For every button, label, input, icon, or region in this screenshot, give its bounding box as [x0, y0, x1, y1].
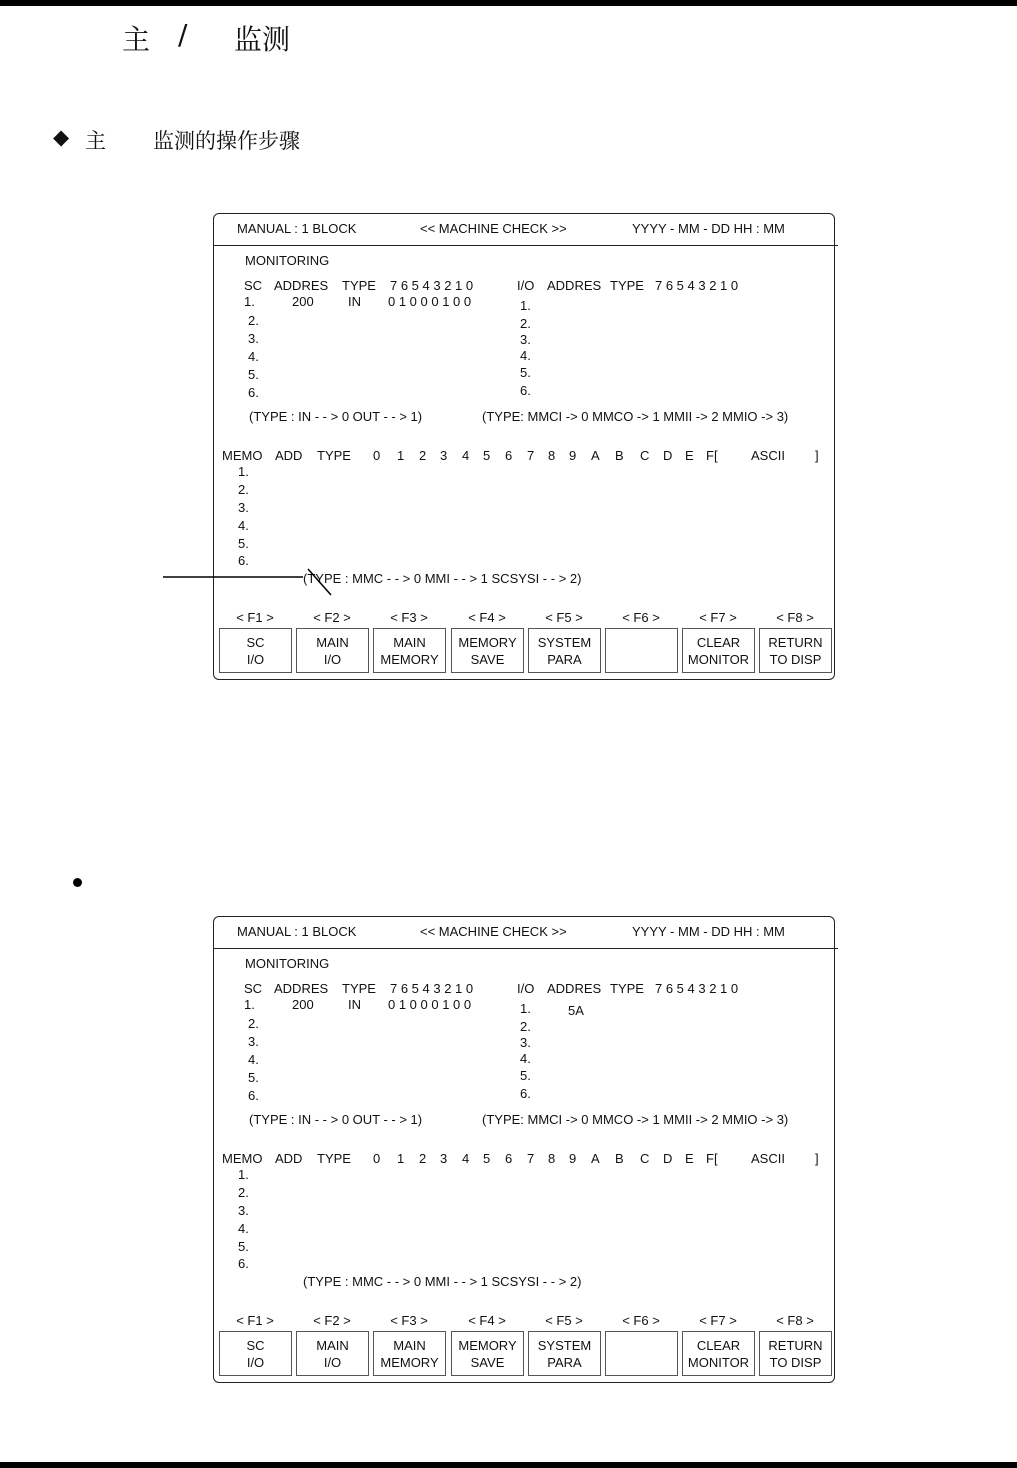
memo-column-header: MEMO — [222, 448, 263, 463]
heading-monitor: 监测 — [234, 23, 291, 56]
io-row-number: 2. — [520, 1019, 531, 1034]
fkey-button-text: SC — [246, 1337, 265, 1353]
fkey-button-text: MAIN — [393, 1337, 426, 1353]
sc-column-header: ADDRES — [274, 981, 329, 996]
header-mode: MANUAL : 1 BLOCK — [237, 221, 357, 236]
section-title: MONITORING — [245, 956, 330, 971]
sc-row-number: 4. — [248, 1052, 259, 1067]
memo-column-header: 4 — [462, 1151, 470, 1166]
fkey-button-text: SC — [246, 634, 265, 650]
memo-column-header: F[ — [706, 448, 718, 463]
io-column-header: 7 6 5 4 3 2 1 0 — [655, 981, 739, 996]
io-row-number: 2. — [520, 316, 531, 331]
io-row-number: 5. — [520, 1068, 531, 1083]
memo-column-header: 2 — [419, 448, 427, 463]
sc-row-number: 5. — [248, 1070, 259, 1085]
memo-column-header: 8 — [548, 448, 556, 463]
sc-row-number: 3. — [248, 331, 259, 346]
sc-row-number: 3. — [248, 1034, 259, 1049]
fkey-label-f2: < F2 > — [313, 1313, 351, 1328]
fkey-button-text: RETURN — [768, 1337, 823, 1353]
memo-row-number: 6. — [238, 553, 249, 568]
fkey-button-text: PARA — [547, 651, 582, 667]
memo-column-header: 5 — [483, 448, 491, 463]
memo-column-header: A — [591, 1151, 600, 1166]
sc-row-number: 6. — [248, 385, 259, 400]
memo-row-number: 1. — [238, 1167, 249, 1182]
memo-column-header: 1 — [397, 1151, 405, 1166]
sc-column-header: 7 6 5 4 3 2 1 0 — [390, 981, 474, 996]
sc-column-header: TYPE — [342, 278, 376, 293]
fkey-label-f1: < F1 > — [236, 610, 274, 625]
memo-row-number: 2. — [238, 482, 249, 497]
memo-column-header: 7 — [527, 448, 535, 463]
memo-column-header: 3 — [440, 448, 448, 463]
sc-row-type: IN — [348, 294, 361, 309]
memo-column-header: 7 — [527, 1151, 535, 1166]
memo-row-number: 1. — [238, 464, 249, 479]
memo-column-header: 0 — [373, 448, 381, 463]
memo-column-header: C — [640, 1151, 650, 1166]
subheading-text: 监测的操作步骤 — [153, 129, 300, 153]
memo-row-number: 5. — [238, 536, 249, 551]
sc-column-header: SC — [244, 278, 263, 293]
header-datetime: YYYY - MM - DD HH : MM — [632, 924, 785, 939]
fkey-button-text: MAIN — [316, 634, 349, 650]
sc-column-header: ADDRES — [274, 278, 329, 293]
memo-column-header: ASCII — [751, 448, 785, 463]
memo-column-header: 9 — [569, 448, 577, 463]
io-row-number: 1. — [520, 298, 531, 313]
fkey-button-text: SAVE — [470, 651, 505, 667]
sc-column-header: 7 6 5 4 3 2 1 0 — [390, 278, 474, 293]
io-column-header: I/O — [517, 981, 535, 996]
fkey-label-f3: < F3 > — [390, 1313, 428, 1328]
memo-row-number: 4. — [238, 518, 249, 533]
fkey-label-f3: < F3 > — [390, 610, 428, 625]
io-column-header: 7 6 5 4 3 2 1 0 — [655, 278, 739, 293]
fkey-button-text: I/O — [323, 1354, 342, 1370]
sc-row-number: 5. — [248, 367, 259, 382]
header-datetime: YYYY - MM - DD HH : MM — [632, 221, 785, 236]
memo-type-note: (TYPE : MMC - - > 0 MMI - - > 1 SCSYSI - - > 2) — [303, 571, 582, 586]
memo-column-header: 8 — [548, 1151, 556, 1166]
header-title: << MACHINE CHECK >> — [420, 924, 567, 939]
io-type-note: (TYPE: MMCI -> 0 MMCO -> 1 MMII -> 2 MMIO -> 3) — [482, 1112, 789, 1127]
memo-row-number: 3. — [238, 1203, 249, 1218]
sc-row-number: 2. — [248, 313, 259, 328]
sc-row-address: 200 — [292, 294, 314, 309]
memo-column-header: ] — [815, 1151, 819, 1166]
io-row-number: 4. — [520, 348, 531, 363]
memo-column-header: MEMO — [222, 1151, 263, 1166]
fkey-button-text: PARA — [547, 1354, 582, 1370]
memo-row-number: 4. — [238, 1221, 249, 1236]
fkey-button-text: MEMORY — [458, 634, 517, 650]
sc-row-number: 6. — [248, 1088, 259, 1103]
io-row-number: 1. — [520, 1001, 531, 1016]
fkey-button-text: I/O — [323, 651, 342, 667]
diamond-icon: ◆ — [53, 125, 70, 149]
sc-type-note: (TYPE : IN - - > 0 OUT - - > 1) — [249, 1112, 423, 1127]
memo-column-header: C — [640, 448, 650, 463]
sc-row-number: 4. — [248, 349, 259, 364]
sc-row-number: 1. — [244, 294, 255, 309]
fkey-button-text: SAVE — [470, 1354, 505, 1370]
fkey-button-text: I/O — [246, 651, 265, 667]
header-mode: MANUAL : 1 BLOCK — [237, 924, 357, 939]
io-column-header: TYPE — [610, 981, 644, 996]
memo-column-header: 1 — [397, 448, 405, 463]
fkey-button-text: CLEAR — [696, 1337, 741, 1353]
io-type-note: (TYPE: MMCI -> 0 MMCO -> 1 MMII -> 2 MMIO -> 3) — [482, 409, 789, 424]
heading-separator: / — [178, 18, 188, 51]
sc-row-number: 1. — [244, 997, 255, 1012]
memo-column-header: ] — [815, 448, 819, 463]
memo-column-header: F[ — [706, 1151, 718, 1166]
fkey-button-text: MONITOR — [687, 651, 750, 667]
memo-column-header: B — [615, 1151, 624, 1166]
memo-row-number: 6. — [238, 1256, 249, 1271]
io-column-header: I/O — [517, 278, 535, 293]
section-title: MONITORING — [245, 253, 330, 268]
memo-column-header: 0 — [373, 1151, 381, 1166]
bottom-rule — [0, 1462, 1017, 1468]
memo-column-header: E — [685, 448, 694, 463]
fkey-button-text: RETURN — [768, 634, 823, 650]
memo-type-note: (TYPE : MMC - - > 0 MMI - - > 1 SCSYSI - - > 2) — [303, 1274, 582, 1289]
fkey-button-text: CLEAR — [696, 634, 741, 650]
sc-row-bits: 0 1 0 0 0 1 0 0 — [388, 294, 472, 309]
fkey-label-f7: < F7 > — [699, 1313, 737, 1328]
fkey-label-f6: < F6 > — [622, 610, 660, 625]
memo-column-header: 9 — [569, 1151, 577, 1166]
memo-column-header: A — [591, 448, 600, 463]
fkey-label-f5: < F5 > — [545, 1313, 583, 1328]
fkey-button-text: SYSTEM — [537, 634, 592, 650]
memo-column-header: 2 — [419, 1151, 427, 1166]
io-row-address: 5A — [568, 1003, 584, 1018]
fkey-label-f8: < F8 > — [776, 610, 814, 625]
header-title: << MACHINE CHECK >> — [420, 221, 567, 236]
memo-row-number: 2. — [238, 1185, 249, 1200]
memo-column-header: ADD — [275, 448, 303, 463]
memo-column-header: D — [663, 1151, 673, 1166]
memo-column-header: 6 — [505, 1151, 513, 1166]
sc-row-bits: 0 1 0 0 0 1 0 0 — [388, 997, 472, 1012]
memo-column-header: 4 — [462, 448, 470, 463]
io-column-header: ADDRES — [547, 981, 602, 996]
fkey-button-text: TO DISP — [769, 1354, 822, 1370]
fkey-button-text: TO DISP — [769, 651, 822, 667]
fkey-button-text: MAIN — [316, 1337, 349, 1353]
fkey-label-f7: < F7 > — [699, 610, 737, 625]
fkey-label-f4: < F4 > — [468, 1313, 506, 1328]
memo-column-header: E — [685, 1151, 694, 1166]
fkey-button-text: MONITOR — [687, 1354, 750, 1370]
fkey-button-text: MAIN — [393, 634, 426, 650]
io-column-header: ADDRES — [547, 278, 602, 293]
memo-column-header: 3 — [440, 1151, 448, 1166]
memo-column-header: TYPE — [317, 448, 351, 463]
io-row-number: 4. — [520, 1051, 531, 1066]
memo-column-header: TYPE — [317, 1151, 351, 1166]
io-row-number: 6. — [520, 1086, 531, 1101]
heading-main: 主 — [122, 23, 151, 56]
sc-row-type: IN — [348, 997, 361, 1012]
fkey-label-f2: < F2 > — [313, 610, 351, 625]
memo-column-header: ADD — [275, 1151, 303, 1166]
sc-row-address: 200 — [292, 997, 314, 1012]
memo-column-header: B — [615, 448, 624, 463]
fkey-button-text: SYSTEM — [537, 1337, 592, 1353]
fkey-label-f1: < F1 > — [236, 1313, 274, 1328]
sc-column-header: SC — [244, 981, 263, 996]
memo-row-number: 5. — [238, 1239, 249, 1254]
memo-column-header: D — [663, 448, 673, 463]
io-row-number: 3. — [520, 1035, 531, 1050]
io-row-number: 3. — [520, 332, 531, 347]
io-column-header: TYPE — [610, 278, 644, 293]
io-row-number: 6. — [520, 383, 531, 398]
memo-row-number: 3. — [238, 500, 249, 515]
sc-type-note: (TYPE : IN - - > 0 OUT - - > 1) — [249, 409, 423, 424]
fkey-button-text: I/O — [246, 1354, 265, 1370]
fkey-button-text: MEMORY — [380, 651, 439, 667]
io-row-number: 5. — [520, 365, 531, 380]
memo-column-header: 5 — [483, 1151, 491, 1166]
subheading-main: 主 — [85, 129, 106, 153]
fkey-label-f5: < F5 > — [545, 610, 583, 625]
fkey-label-f4: < F4 > — [468, 610, 506, 625]
fkey-button-text: MEMORY — [458, 1337, 517, 1353]
sc-column-header: TYPE — [342, 981, 376, 996]
memo-column-header: 6 — [505, 448, 513, 463]
fkey-button-text: MEMORY — [380, 1354, 439, 1370]
sc-row-number: 2. — [248, 1016, 259, 1031]
fkey-label-f6: < F6 > — [622, 1313, 660, 1328]
fkey-label-f8: < F8 > — [776, 1313, 814, 1328]
memo-column-header: ASCII — [751, 1151, 785, 1166]
